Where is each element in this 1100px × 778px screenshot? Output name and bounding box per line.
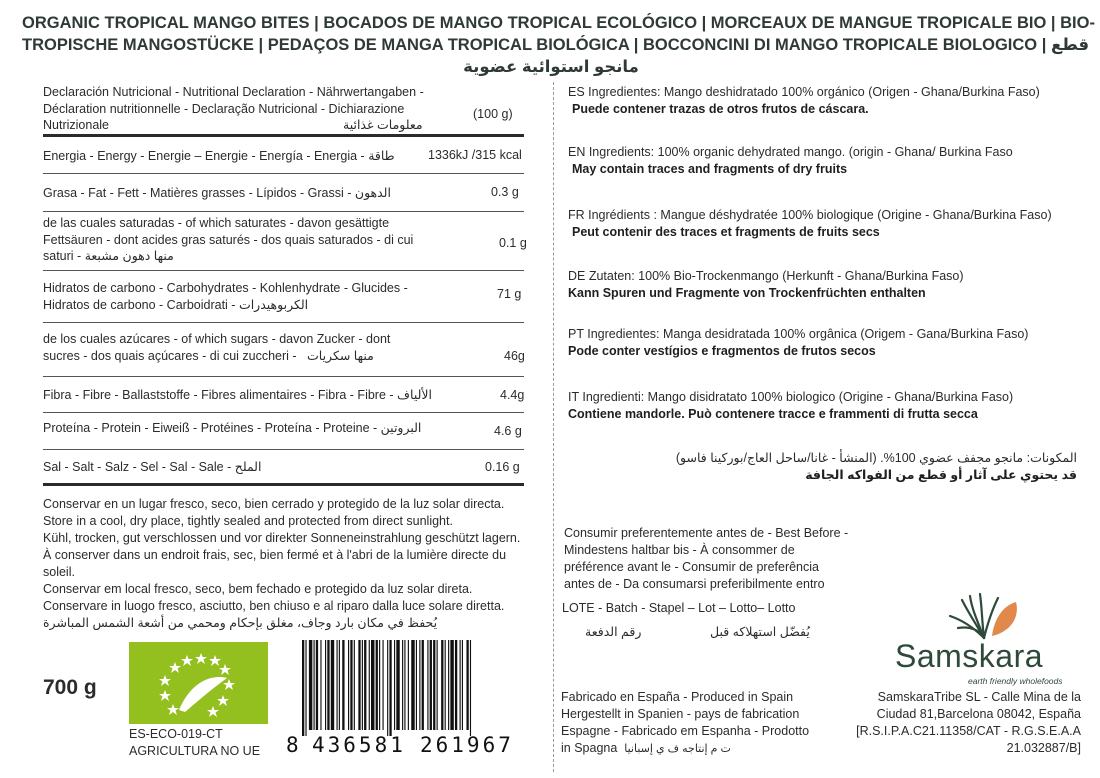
nutrition-row-sugars-label: de los cuales azúcares - of which sugars - davon Zucker - dont sucres - dos quais açúcares - di cui zuccheri - منها سكريات (43, 332, 391, 363)
ingredients-it: IT Ingredienti: Mango disidratato 100% biologico (Origine - Ghana/Burkina Faso) Contiene mandorle. Può contenere tracce e frammenti di frutta secca (568, 390, 1014, 421)
barcode-bar (389, 640, 391, 736)
nutrition-row-carbohydrates-label: Hidratos de carbono - Carbohydrates - Kohlenhydrate - Glucides - Hidratos de carbono - Carboidrati - الكربوهيدرات (43, 281, 408, 312)
barcode-bar (348, 640, 349, 730)
barcode-bar (445, 640, 446, 730)
best-before-line-3: préférence avant le - Consumir de preferência (564, 560, 819, 574)
row-divider (43, 449, 524, 450)
storage-es: Conservar en un lugar fresco, seco, bien cerrado y protegido de la luz solar directa. (43, 497, 505, 511)
nutrition-title-arabic: معلومات غذائية (343, 118, 423, 132)
row-divider (43, 270, 524, 271)
nutrition-per-100g: (100 g) (473, 107, 513, 121)
eu-organic-leaf-icon (129, 642, 268, 724)
barcode-bar (342, 640, 344, 730)
organic-control-code: ES-ECO-019-CT (129, 727, 223, 741)
barcode-bar (305, 640, 306, 736)
storage-fr: À conserver dans un endroit frais, sec, bien fermé et à l'abri de la lumière directe du (43, 548, 507, 562)
nutrition-row-saturates-label: de las cuales saturadas - of which saturates - davon gesättigte Fettsäuren - dont acides gras saturés - dos quais saturados - di cui saturi - منها دهون مشبعة (43, 216, 414, 263)
barcode-bar (411, 640, 414, 730)
barcode-bar (422, 640, 424, 730)
nutrition-row-sugars-value: 46g (504, 349, 525, 363)
barcode-bar (462, 640, 463, 730)
company-line-4: 21.032887/B] (1006, 741, 1081, 755)
barcode-bar (466, 640, 468, 730)
barcode-bar (369, 640, 370, 730)
barcode-bar (383, 640, 384, 730)
storage-de: Kühl, trocken, gut verschlossen und vor direkter Sonneneinstrahlung geschützt lagern. (43, 531, 521, 545)
ingredients-ar-text: المكونات: مانجو مجفف عضوي 100%. (المنشأ - غانا/ساحل العاج/بوركينا فاسو) (675, 451, 1077, 465)
barcode-bar (314, 640, 315, 730)
barcode-bar (309, 640, 312, 730)
row-divider (43, 322, 524, 323)
organic-origin: AGRICULTURA NO UE (129, 744, 261, 758)
barcode-bar (387, 640, 388, 736)
column-divider (553, 82, 554, 772)
company-line-1: SamskaraTribe SL - Calle Mina de la (877, 690, 1081, 704)
barcode-bar (433, 640, 435, 730)
nutrition-title-line-2: Déclaration nutritionnelle - Declaração Nutricional - Dichiarazione (43, 101, 405, 116)
barcode-bar (394, 640, 395, 730)
barcode-bar (448, 640, 449, 730)
barcode-bar (455, 640, 457, 730)
nutrition-row-fat-value: 0.3 g (491, 185, 519, 199)
manufactured-in (561, 689, 841, 758)
nutrition-footer-rule (43, 483, 524, 486)
barcode-bar (450, 640, 453, 730)
manufactured-line-4: in Spagna (561, 741, 618, 755)
row-divider (43, 376, 524, 377)
row-divider (43, 412, 524, 413)
nutrition-row-salt-label: Sal - Salt - Salz - Sel - Sal - Sale - الملح (43, 460, 262, 474)
barcode-bar (416, 640, 417, 730)
barcode-bar (364, 640, 366, 730)
best-before-line-4: antes de - Da consumarsi preferibilmente entro (564, 577, 825, 591)
nutrition-row-energy-value: 1336kJ /315 kcal (428, 148, 522, 162)
storage-ar: يُحفظ في مكان بارد وجاف، مغلق بإحكام ومحمي من أشعة الشمس المباشرة (43, 616, 438, 630)
nutrition-row-salt-value: 0.16 g (485, 460, 520, 474)
barcode-bars (300, 640, 532, 736)
barcode-bar (331, 640, 334, 730)
lot-label-ar: رقم الدفعة (585, 625, 642, 639)
barcode-bar (320, 640, 321, 730)
barcode-bar (371, 640, 374, 730)
ingredients-de: DE Zutaten: 100% Bio-Trockenmango (Herkunft - Ghana/Burkina Faso) Kann Spuren und Fragmente von Trockenfrüchten enthalten (568, 269, 964, 300)
ingredients-es: ES Ingredientes: Mango deshidratado 100% orgánico (Origen - Ghana/Burkina Faso) Puede contener trazas de otros frutos de cáscara. (568, 85, 1040, 116)
title-line-2: TROPISCHE MANGOSTÜCKE | PEDAÇOS DE MANGA TROPICAL BIOLÓGICA | BOCCONCINI DI MANGO TROPICALE BIOLOGICO | قطع (22, 36, 1090, 54)
row-divider (43, 211, 524, 212)
eu-organic-logo (129, 642, 268, 724)
barcode-bar (354, 640, 355, 730)
barcode-bar (408, 640, 409, 730)
barcode-bar (379, 640, 380, 730)
barcode-bar (339, 640, 340, 730)
storage-pt: Conservar em local fresco, seco, bem fechado e protegido da luz solar direta. (43, 582, 473, 596)
barcode-bar (419, 640, 420, 730)
company-line-3: [R.S.I.P.A.C21.11358/CAT - R.G.S.E.A.A (856, 724, 1081, 738)
lot-label: LOTE - Batch - Stapel – Lot – Lotto– Lotto (562, 601, 796, 615)
nutrition-header-rule (43, 134, 524, 137)
brand-tagline: earth friendly wholefoods (968, 676, 1063, 686)
barcode-bar (337, 640, 338, 730)
title-line-3-arabic: مانجو استوائية عضوية (463, 58, 639, 76)
title-line-1: ORGANIC TROPICAL MANGO BITES | BOCADOS DE MANGO TROPICAL ECOLÓGICO | MORCEAUX DE MANGUE TROPICALE BIO | BIO- (22, 14, 1095, 32)
barcode-bar (327, 640, 329, 730)
nutrition-row-fibre-value: 4.4g (500, 388, 525, 402)
nutrition-row-fibre-label: Fibra - Fibre - Ballaststoffe - Fibres alimentaires - Fibra - Fibre - الألياف (43, 388, 432, 402)
nutrition-row-energy-label: Energia - Energy - Energie – Energie - Energía - Energia - طاقة (43, 149, 395, 163)
manufactured-line-1: Fabricado en España - Produced in Spain (561, 690, 794, 704)
barcode-bar (427, 640, 428, 730)
barcode-bar (404, 640, 405, 730)
ingredients-en: EN Ingredients: 100% organic dehydrated mango. (origin - Ghana/ Burkina Faso May contain traces and fragments of dry fruits (568, 145, 1013, 176)
product-title (22, 12, 1095, 78)
barcode-digit-first: 8 (286, 733, 299, 757)
barcode-bar (316, 640, 318, 730)
barcode-group-1: 436581 (312, 733, 406, 757)
barcode-bar (325, 640, 326, 730)
nutrition-row-saturates-value: 0.1 g (499, 236, 527, 250)
nutrition-title (43, 84, 463, 134)
ingredients-fr: FR Ingrédients : Mangue déshydratée 100% biologique (Origine - Ghana/Burkina Faso) Peut contenir des traces et fragments de fruits secs (568, 208, 1052, 239)
ingredients-ar-allergen: قد يحتوي على آثار أو قطع من الفواكه الجافة (805, 468, 1077, 482)
barcode-bar (460, 640, 461, 730)
brand-name: Samskara (895, 638, 1044, 674)
ingredients-pt: PT Ingredientes: Manga desidratada 100% orgânica (Origem - Gana/Burkina Faso) Pode conter vestígios e fragmentos de frutos secos (568, 327, 1029, 358)
best-before-ar: يُفضّل استهلاكه قبل (710, 625, 810, 639)
organic-certification (129, 726, 289, 760)
best-before-line-2: Mindestens haltbar bis - À consommer de (564, 543, 795, 557)
barcode-bar (430, 640, 432, 730)
nutrition-row-protein-label: Proteína - Protein - Eiweiß - Protéines - Proteína - Proteine - البروتين (43, 421, 422, 435)
nutrition-row-fat-label: Grasa - Fat - Fett - Matières grasses - Lípidos - Grassi - الدهون (43, 186, 391, 200)
nutrition-row-protein-value: 4.6 g (494, 424, 522, 438)
barcode (286, 640, 532, 760)
manufactured-line-3: Espagne - Fabricado em Espanha - Prodotto (561, 724, 810, 738)
storage-en: Store in a cool, dry place, tightly sealed and protected from direct sunlight. (43, 514, 453, 528)
barcode-bar (470, 640, 471, 736)
barcode-bar (402, 640, 403, 730)
nutrition-title-line-3: Nutrizionale (43, 118, 110, 132)
nutrition-title-line-1: Declaración Nutricional - Nutritional Declaration - Nährwertangaben - (43, 85, 424, 99)
barcode-bar (350, 640, 352, 730)
barcode-bar (396, 640, 399, 730)
barcode-bar (302, 640, 304, 736)
net-weight: 700 g (43, 676, 97, 699)
barcode-bar (376, 640, 378, 730)
ingredients-ar (600, 450, 1077, 484)
row-divider (43, 173, 524, 174)
manufactured-ar: ت م إنتاجه ف ي إسبانيا (624, 743, 731, 755)
barcode-bar (437, 640, 438, 730)
company-address (848, 689, 1081, 757)
barcode-bar (358, 640, 360, 730)
nutrition-row-carbohydrates-value: 71 g (497, 287, 522, 301)
samskara-leaf-icon (944, 592, 1024, 640)
manufactured-line-2: Hergestellt in Spanien - pays de fabrication (561, 707, 800, 721)
storage-instructions (43, 496, 543, 632)
best-before-line-1: Consumir preferentemente antes de - Best Before - (564, 526, 849, 540)
company-line-2: Ciudad 81,Barcelona 08042, España (876, 707, 1081, 721)
barcode-bar (362, 640, 363, 730)
barcode-group-2: 261967 (420, 733, 514, 757)
storage-fr-cont: soleil. (43, 565, 75, 579)
samskara-logo (892, 590, 1077, 690)
barcode-bar (441, 640, 443, 730)
best-before (564, 525, 894, 593)
storage-it: Conservare in luogo fresco, asciutto, ben chiuso e al riparo dalla luce solare diretta. (43, 599, 505, 613)
